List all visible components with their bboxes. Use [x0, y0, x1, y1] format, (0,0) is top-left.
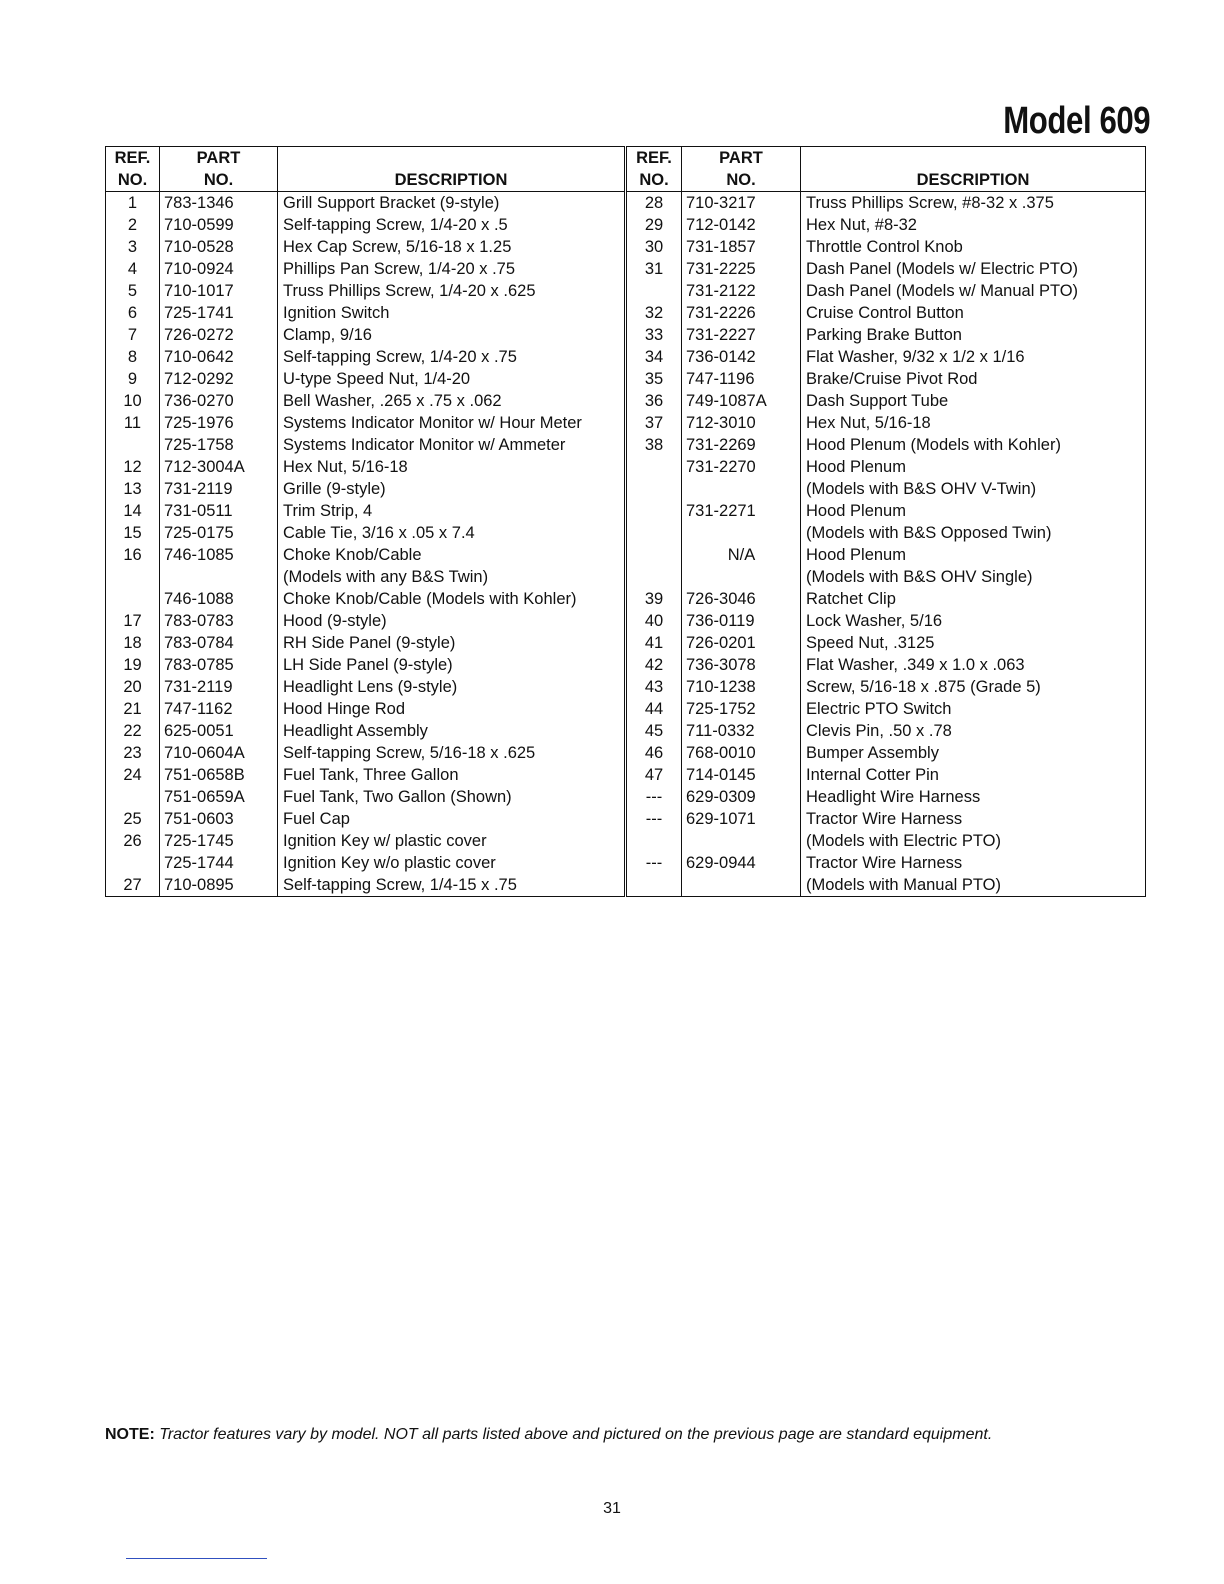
- part-number-cell: [160, 566, 278, 588]
- ref-header-line1: REF.: [636, 149, 672, 167]
- description-cell: Hex Cap Screw, 5/16-18 x 1.25: [278, 236, 625, 258]
- ref-number-cell: 33: [644, 326, 664, 344]
- description-cell: RH Side Panel (9-style): [278, 632, 625, 654]
- part-number-cell: 625-0051: [160, 720, 278, 742]
- ref-number-cell: 8: [127, 348, 138, 366]
- ref-no-header: [106, 147, 160, 192]
- table-row: [106, 368, 625, 390]
- parts-table-right: [626, 146, 1146, 897]
- ref-number-cell: 13: [123, 480, 142, 498]
- table-row: [627, 214, 1146, 236]
- part-number-cell: 629-1071: [682, 808, 801, 830]
- description-cell: Ratchet Clip: [801, 588, 1146, 610]
- description-header: DESCRIPTION: [278, 147, 625, 192]
- part-number-cell: 783-0784: [160, 632, 278, 654]
- part-number-cell: 725-1741: [160, 302, 278, 324]
- table-row: [627, 676, 1146, 698]
- ref-number-cell: 23: [123, 744, 142, 762]
- ref-number-cell: [627, 500, 682, 522]
- part-number-cell: 783-0783: [160, 610, 278, 632]
- table-row: [106, 258, 625, 280]
- ref-number-cell: 41: [644, 634, 664, 652]
- description-cell: Choke Knob/Cable (Models with Kohler): [278, 588, 625, 610]
- table-row: [627, 720, 1146, 742]
- description-cell: Hood Hinge Rod: [278, 698, 625, 720]
- part-number-cell: 726-3046: [682, 588, 801, 610]
- part-number-cell: 725-1744: [160, 852, 278, 874]
- ref-number-cell: 44: [644, 700, 664, 718]
- ref-number-cell: [106, 434, 160, 456]
- ref-number-cell: 5: [127, 282, 138, 300]
- part-number-cell: 710-0528: [160, 236, 278, 258]
- ref-number-cell: 25: [123, 810, 142, 828]
- table-row: [106, 478, 625, 500]
- description-cell: (Models with Electric PTO): [801, 830, 1146, 852]
- part-number-cell: 726-0272: [160, 324, 278, 346]
- part-number-cell: [682, 566, 801, 588]
- ref-number-cell: 12: [123, 458, 142, 476]
- description-cell: U-type Speed Nut, 1/4-20: [278, 368, 625, 390]
- ref-number-cell: [106, 588, 160, 610]
- ref-number-cell: 27: [123, 876, 142, 894]
- ref-number-cell: 40: [644, 612, 664, 630]
- ref-number-cell: 43: [644, 678, 664, 696]
- part-number-cell: 726-0201: [682, 632, 801, 654]
- table-row: [106, 346, 625, 368]
- table-row: [106, 544, 625, 566]
- description-cell: Dash Panel (Models w/ Manual PTO): [801, 280, 1146, 302]
- ref-header-line1: REF.: [114, 149, 151, 167]
- footnote: [105, 1426, 992, 1444]
- part-number-cell: 736-0119: [682, 610, 801, 632]
- description-cell: Hood (9-style): [278, 610, 625, 632]
- part-number-cell: 725-0175: [160, 522, 278, 544]
- part-number-cell: [682, 874, 801, 897]
- description-cell: Self-tapping Screw, 5/16-18 x .625: [278, 742, 625, 764]
- ref-number-cell: 4: [127, 260, 138, 278]
- table-row: [106, 500, 625, 522]
- description-cell: Throttle Control Knob: [801, 236, 1146, 258]
- ref-number-cell: 20: [123, 678, 142, 696]
- table-row: [627, 390, 1146, 412]
- ref-number-cell: ---: [645, 854, 663, 872]
- description-cell: Speed Nut, .3125: [801, 632, 1146, 654]
- description-cell: Self-tapping Screw, 1/4-20 x .75: [278, 346, 625, 368]
- table-row: [106, 852, 625, 874]
- parts-table-left-body: [106, 192, 625, 897]
- ref-number-cell: 10: [123, 392, 142, 410]
- part-number-cell: 731-2227: [682, 324, 801, 346]
- table-row: [106, 610, 625, 632]
- ref-number-cell: 24: [123, 766, 142, 784]
- ref-number-cell: 42: [644, 656, 664, 674]
- description-cell: Screw, 5/16-18 x .875 (Grade 5): [801, 676, 1146, 698]
- table-row: [627, 566, 1146, 588]
- part-number-cell: 731-2119: [160, 478, 278, 500]
- part-number-cell: 736-0270: [160, 390, 278, 412]
- table-row: [627, 478, 1146, 500]
- page-title: Model 609: [1003, 100, 1150, 142]
- ref-number-cell: 2: [127, 216, 138, 234]
- table-row: [106, 324, 625, 346]
- part-header-line2: NO.: [726, 171, 756, 189]
- description-cell: Grill Support Bracket (9-style): [278, 192, 625, 215]
- table-row: [627, 456, 1146, 478]
- ref-number-cell: 16: [123, 546, 142, 564]
- part-number-cell: 783-1346: [160, 192, 278, 215]
- table-row: [627, 610, 1146, 632]
- table-row: [627, 236, 1146, 258]
- table-row: [106, 456, 625, 478]
- table-row: [106, 786, 625, 808]
- parts-table-left: [105, 146, 625, 897]
- part-number-cell: 747-1196: [682, 368, 801, 390]
- table-row: [106, 566, 625, 588]
- part-number-cell: 783-0785: [160, 654, 278, 676]
- part-number-cell: 746-1085: [160, 544, 278, 566]
- table-row: [627, 522, 1146, 544]
- description-cell: Flat Washer, 9/32 x 1/2 x 1/16: [801, 346, 1146, 368]
- ref-number-cell: 39: [644, 590, 664, 608]
- description-cell: Tractor Wire Harness: [801, 808, 1146, 830]
- part-header-line2: NO.: [203, 171, 234, 189]
- part-number-cell: 712-3010: [682, 412, 801, 434]
- part-header-line1: PART: [196, 149, 241, 167]
- description-cell: Headlight Wire Harness: [801, 786, 1146, 808]
- ref-number-cell: 6: [127, 304, 138, 322]
- ref-number-cell: [627, 456, 682, 478]
- ref-number-cell: 32: [644, 304, 664, 322]
- part-number-cell: 751-0603: [160, 808, 278, 830]
- part-number-cell: 710-0599: [160, 214, 278, 236]
- ref-number-cell: 45: [644, 722, 664, 740]
- description-cell: Flat Washer, .349 x 1.0 x .063: [801, 654, 1146, 676]
- table-row: [627, 742, 1146, 764]
- description-cell: Clevis Pin, .50 x .78: [801, 720, 1146, 742]
- part-number-cell: 747-1162: [160, 698, 278, 720]
- description-cell: Hex Nut, #8-32: [801, 214, 1146, 236]
- table-row: [106, 390, 625, 412]
- table-row: [106, 522, 625, 544]
- description-cell: Brake/Cruise Pivot Rod: [801, 368, 1146, 390]
- table-row: [627, 588, 1146, 610]
- ref-number-cell: 37: [644, 414, 664, 432]
- part-number-cell: [682, 522, 801, 544]
- part-number-cell: 731-2271: [682, 500, 801, 522]
- part-number-cell: [682, 830, 801, 852]
- part-number-cell: 712-0142: [682, 214, 801, 236]
- description-cell: Ignition Key w/o plastic cover: [278, 852, 625, 874]
- table-row: [627, 434, 1146, 456]
- part-number-cell: 731-0511: [160, 500, 278, 522]
- part-number-cell: 746-1088: [160, 588, 278, 610]
- ref-number-cell: 46: [644, 744, 664, 762]
- ref-no-header: [627, 147, 682, 192]
- table-row: [106, 874, 625, 897]
- description-cell: Hood Plenum (Models with Kohler): [801, 434, 1146, 456]
- ref-number-cell: 9: [127, 370, 138, 388]
- description-cell: Tractor Wire Harness: [801, 852, 1146, 874]
- ref-number-cell: ---: [645, 788, 663, 806]
- part-number-cell: 736-3078: [682, 654, 801, 676]
- table-row: [627, 874, 1146, 897]
- description-cell: Hood Plenum: [801, 456, 1146, 478]
- description-cell: Hood Plenum: [801, 544, 1146, 566]
- description-cell: Truss Phillips Screw, #8-32 x .375: [801, 192, 1146, 215]
- ref-number-cell: 22: [123, 722, 142, 740]
- part-no-header: [682, 147, 801, 192]
- table-row: [106, 676, 625, 698]
- table-row: [627, 632, 1146, 654]
- description-cell: Trim Strip, 4: [278, 500, 625, 522]
- ref-number-cell: [627, 280, 682, 302]
- table-row: [627, 412, 1146, 434]
- description-cell: Grille (9-style): [278, 478, 625, 500]
- table-row: [106, 588, 625, 610]
- footer-rule: [126, 1558, 267, 1559]
- ref-number-cell: [106, 566, 160, 588]
- part-number-cell: 710-0924: [160, 258, 278, 280]
- description-cell: Hex Nut, 5/16-18: [278, 456, 625, 478]
- description-cell: (Models with Manual PTO): [801, 874, 1146, 897]
- description-cell: Fuel Tank, Two Gallon (Shown): [278, 786, 625, 808]
- part-number-cell: 629-0944: [682, 852, 801, 874]
- part-number-cell: 725-1752: [682, 698, 801, 720]
- ref-number-cell: [627, 544, 682, 566]
- ref-number-cell: ---: [645, 810, 663, 828]
- table-row: [106, 830, 625, 852]
- description-cell: Hex Nut, 5/16-18: [801, 412, 1146, 434]
- description-cell: Ignition Switch: [278, 302, 625, 324]
- table-row: [627, 302, 1146, 324]
- description-cell: Fuel Tank, Three Gallon: [278, 764, 625, 786]
- description-cell: Dash Panel (Models w/ Electric PTO): [801, 258, 1146, 280]
- description-cell: Phillips Pan Screw, 1/4-20 x .75: [278, 258, 625, 280]
- table-row: [627, 258, 1146, 280]
- table-row: [627, 500, 1146, 522]
- description-cell: Choke Knob/Cable: [278, 544, 625, 566]
- ref-number-cell: 17: [123, 612, 142, 630]
- description-cell: Truss Phillips Screw, 1/4-20 x .625: [278, 280, 625, 302]
- table-row: [627, 544, 1146, 566]
- table-row: [627, 324, 1146, 346]
- ref-header-line2: NO.: [117, 171, 148, 189]
- part-number-cell: 731-2119: [160, 676, 278, 698]
- table-row: [106, 192, 625, 215]
- table-row: [627, 346, 1146, 368]
- part-number-cell: 725-1745: [160, 830, 278, 852]
- ref-number-cell: 18: [123, 634, 142, 652]
- ref-number-cell: 1: [127, 194, 138, 212]
- ref-number-cell: [627, 874, 682, 897]
- part-number-cell: 710-3217: [682, 192, 801, 215]
- part-number-cell: 768-0010: [682, 742, 801, 764]
- part-number-cell: 710-1017: [160, 280, 278, 302]
- table-row: [106, 698, 625, 720]
- header-row: [106, 147, 625, 192]
- ref-number-cell: 11: [123, 414, 142, 432]
- description-cell: Self-tapping Screw, 1/4-20 x .5: [278, 214, 625, 236]
- part-number-cell: 710-0895: [160, 874, 278, 897]
- ref-number-cell: 26: [123, 832, 142, 850]
- table-row: [627, 368, 1146, 390]
- table-row: [106, 720, 625, 742]
- table-row: [106, 302, 625, 324]
- ref-number-cell: 14: [123, 502, 142, 520]
- table-row: [106, 764, 625, 786]
- ref-number-cell: 7: [127, 326, 138, 344]
- ref-number-cell: [627, 566, 682, 588]
- ref-number-cell: 28: [644, 194, 664, 212]
- ref-number-cell: 34: [644, 348, 664, 366]
- description-cell: Clamp, 9/16: [278, 324, 625, 346]
- description-cell: Cable Tie, 3/16 x .05 x 7.4: [278, 522, 625, 544]
- ref-number-cell: 38: [644, 436, 664, 454]
- description-cell: Dash Support Tube: [801, 390, 1146, 412]
- table-row: [627, 654, 1146, 676]
- table-row: [627, 698, 1146, 720]
- note-text: Tractor features vary by model. NOT all parts listed above and pictured on the previous page are standard equipment.: [159, 1426, 993, 1443]
- part-number-cell: 731-2122: [682, 280, 801, 302]
- description-cell: Bell Washer, .265 x .75 x .062: [278, 390, 625, 412]
- description-cell: (Models with B&S Opposed Twin): [801, 522, 1146, 544]
- part-number-cell: 712-0292: [160, 368, 278, 390]
- ref-number-cell: 30: [644, 238, 664, 256]
- ref-number-cell: [627, 478, 682, 500]
- part-number-cell: 712-3004A: [160, 456, 278, 478]
- table-row: [106, 412, 625, 434]
- table-row: [106, 280, 625, 302]
- ref-number-cell: 31: [644, 260, 664, 278]
- table-row: [106, 808, 625, 830]
- table-row: [106, 632, 625, 654]
- part-number-cell: 731-2269: [682, 434, 801, 456]
- part-header-line1: PART: [719, 149, 763, 167]
- part-number-cell: 731-2225: [682, 258, 801, 280]
- part-number-cell: 725-1758: [160, 434, 278, 456]
- part-number-cell: 731-2226: [682, 302, 801, 324]
- table-row: [627, 786, 1146, 808]
- description-cell: Systems Indicator Monitor w/ Ammeter: [278, 434, 625, 456]
- table-row: [106, 654, 625, 676]
- description-cell: (Models with B&S OHV V-Twin): [801, 478, 1146, 500]
- part-number-cell: 725-1976: [160, 412, 278, 434]
- description-cell: Internal Cotter Pin: [801, 764, 1146, 786]
- part-number-cell: 731-2270: [682, 456, 801, 478]
- table-row: [627, 192, 1146, 215]
- description-cell: Lock Washer, 5/16: [801, 610, 1146, 632]
- part-number-cell: 710-1238: [682, 676, 801, 698]
- ref-header-line2: NO.: [639, 171, 669, 189]
- description-cell: Fuel Cap: [278, 808, 625, 830]
- ref-number-cell: 3: [127, 238, 138, 256]
- ref-number-cell: 29: [644, 216, 664, 234]
- ref-number-cell: 15: [123, 524, 142, 542]
- table-row: [627, 830, 1146, 852]
- description-cell: Electric PTO Switch: [801, 698, 1146, 720]
- description-cell: Systems Indicator Monitor w/ Hour Meter: [278, 412, 625, 434]
- part-number-cell: 629-0309: [682, 786, 801, 808]
- part-number-cell: 711-0332: [682, 720, 801, 742]
- ref-number-cell: [627, 522, 682, 544]
- part-number-cell: [682, 478, 801, 500]
- description-cell: Parking Brake Button: [801, 324, 1146, 346]
- description-cell: Cruise Control Button: [801, 302, 1146, 324]
- description-cell: LH Side Panel (9-style): [278, 654, 625, 676]
- part-number-cell: 731-1857: [682, 236, 801, 258]
- ref-number-cell: 19: [123, 656, 142, 674]
- part-number-cell: 736-0142: [682, 346, 801, 368]
- part-number-cell: 751-0659A: [160, 786, 278, 808]
- ref-number-cell: [106, 786, 160, 808]
- description-cell: Self-tapping Screw, 1/4-15 x .75: [278, 874, 625, 897]
- ref-number-cell: [106, 852, 160, 874]
- part-number-cell: 751-0658B: [160, 764, 278, 786]
- ref-number-cell: 35: [644, 370, 664, 388]
- table-row: [106, 742, 625, 764]
- description-cell: Hood Plenum: [801, 500, 1146, 522]
- description-cell: Headlight Lens (9-style): [278, 676, 625, 698]
- description-cell: Ignition Key w/ plastic cover: [278, 830, 625, 852]
- ref-number-cell: 21: [123, 700, 142, 718]
- part-number-cell: 710-0604A: [160, 742, 278, 764]
- description-cell: (Models with B&S OHV Single): [801, 566, 1146, 588]
- header-row: [627, 147, 1146, 192]
- description-cell: Headlight Assembly: [278, 720, 625, 742]
- table-row: [627, 852, 1146, 874]
- table-row: [106, 236, 625, 258]
- part-number-cell: 714-0145: [682, 764, 801, 786]
- description-cell: Bumper Assembly: [801, 742, 1146, 764]
- parts-table-right-body: [627, 192, 1146, 897]
- part-no-header: [160, 147, 278, 192]
- description-header: DESCRIPTION: [801, 147, 1146, 192]
- table-row: [627, 764, 1146, 786]
- ref-number-cell: 36: [644, 392, 664, 410]
- table-row: [627, 808, 1146, 830]
- table-row: [106, 434, 625, 456]
- page-number: 31: [603, 1500, 621, 1517]
- table-row: [627, 280, 1146, 302]
- description-cell: (Models with any B&S Twin): [278, 566, 625, 588]
- ref-number-cell: [627, 830, 682, 852]
- part-number-cell: 710-0642: [160, 346, 278, 368]
- part-number-cell: 749-1087A: [682, 390, 801, 412]
- part-number-cell: N/A: [682, 544, 801, 566]
- table-row: [106, 214, 625, 236]
- note-label: NOTE:: [105, 1426, 155, 1443]
- ref-number-cell: 47: [644, 766, 664, 784]
